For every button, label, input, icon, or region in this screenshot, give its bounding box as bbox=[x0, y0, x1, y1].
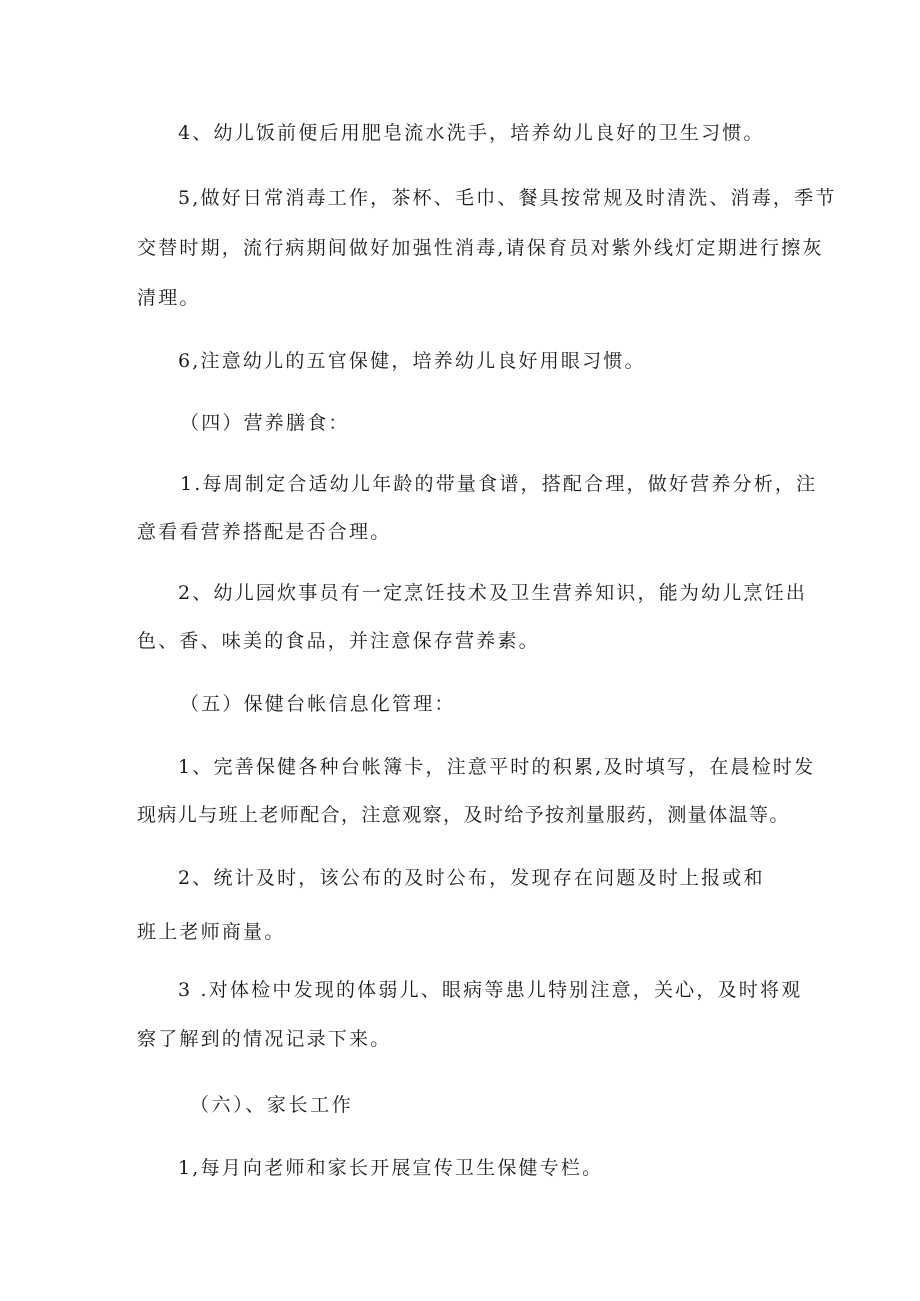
paragraph-1-line-1: 4、幼儿饭前便后用肥皂流水洗手，培养幼儿良好的卫生习惯。 bbox=[178, 122, 765, 144]
paragraph-9-line-2: 班上老师商量。 bbox=[137, 921, 286, 943]
paragraph-10-line-2: 察了解到的情况记录下来。 bbox=[137, 1028, 392, 1050]
paragraph-3-line-1: 6,注意幼儿的五官保健，培养幼儿良好用眼习惯。 bbox=[178, 350, 646, 372]
paragraph-12-line-1: 1,每月向老师和家长开展宣传卫生保健专栏。 bbox=[178, 1157, 604, 1179]
section-heading-6: （六）、家长工作 bbox=[190, 1094, 354, 1116]
paragraph-2-line-1: 5,做好日常消毒工作，茶杯、毛巾、餐具按常规及时清洗、消毒，季节 bbox=[178, 187, 837, 209]
paragraph-5-line-1: 1.每周制定合适幼儿年龄的带量食谱，搭配合理，做好营养分析，注 bbox=[180, 473, 818, 495]
section-heading-5: （五）保健台帐信息化管理： bbox=[180, 693, 456, 715]
paragraph-8-line-2: 现病儿与班上老师配合，注意观察，及时给予按剂量服药，测量体温等。 bbox=[137, 804, 790, 826]
paragraph-2-line-3: 清理。 bbox=[137, 287, 201, 309]
paragraph-5-line-2: 意看看营养搭配是否合理。 bbox=[137, 521, 392, 543]
paragraph-8-line-1: 1、完善保健各种台帐簿卡，注意平时的积累,及时填写，在晨检时发 bbox=[178, 756, 816, 778]
paragraph-9-line-1: 2、统计及时，该公布的及时公布，发现存在问题及时上报或和 bbox=[178, 867, 765, 889]
section-heading-4: （四）营养膳食： bbox=[180, 412, 350, 434]
paragraph-2-line-2: 交替时期，流行病期间做好加强性消毒,请保育员对紫外线灯定期进行擦灰 bbox=[137, 237, 824, 259]
paragraph-6-line-1: 2、幼儿园炊事员有一定烹饪技术及卫生营养知识，能为幼儿烹饪出 bbox=[178, 582, 808, 604]
paragraph-6-line-2: 色、香、味美的食品，并注意保存营养素。 bbox=[137, 630, 540, 652]
paragraph-10-line-1: 3 .对体检中发现的体弱儿、眼病等患儿特别注意，关心，及时将观 bbox=[178, 979, 803, 1001]
